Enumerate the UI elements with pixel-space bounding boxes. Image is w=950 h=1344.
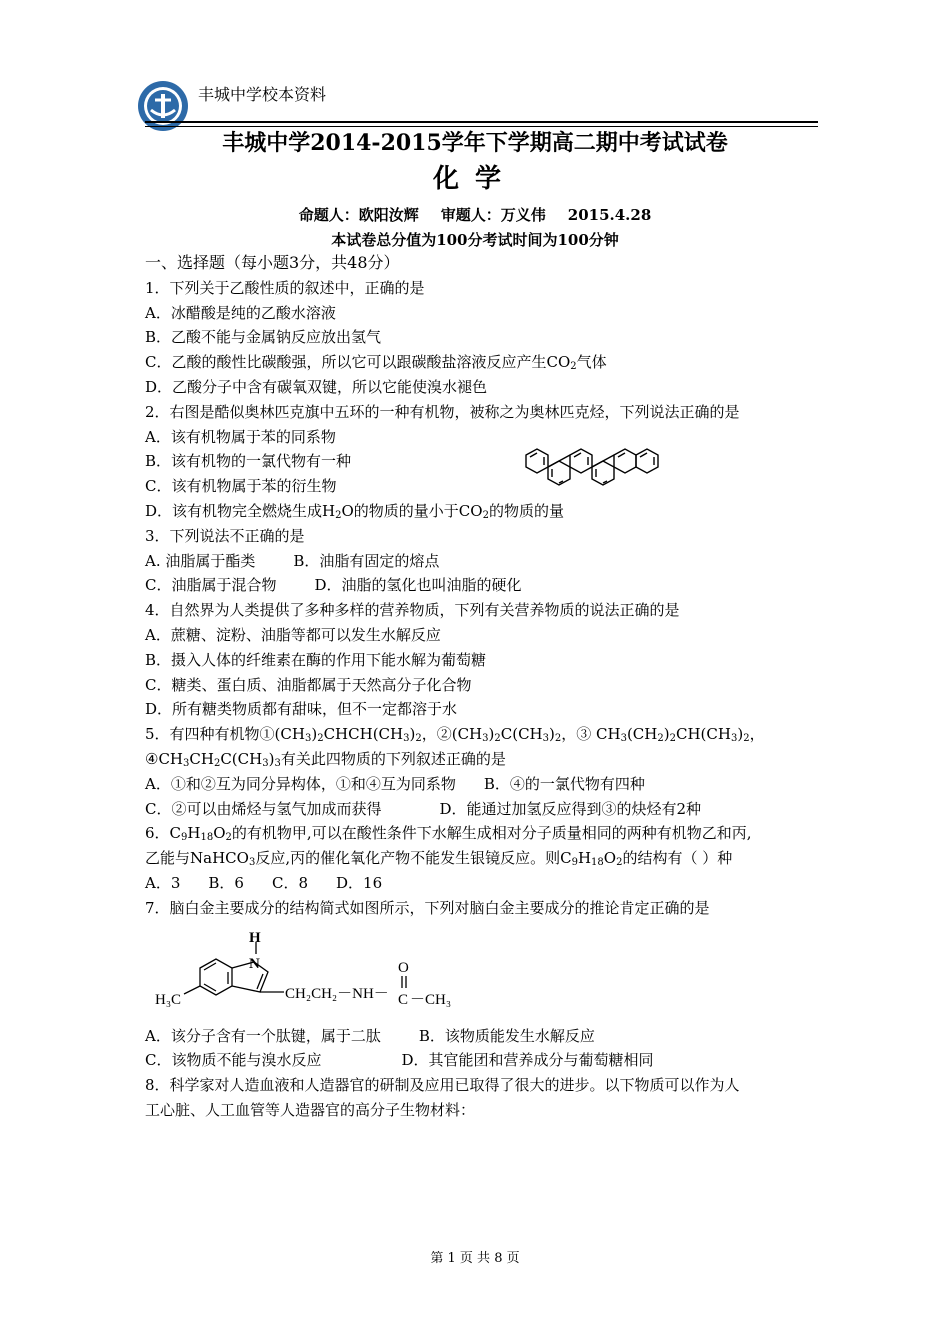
ring-1: [526, 449, 548, 473]
section-heading: 一、选择题（每小题3分，共48分）: [145, 253, 400, 272]
q6-stem: [145, 821, 815, 846]
q2-d-3: O的物质的量小于CO: [341, 501, 483, 520]
q8-stem-line2: 工心脏、人工血管等人造器官的高分子生物材料：: [145, 1100, 476, 1119]
struct-chain: CH₂CH₂－NH－: [285, 986, 389, 1002]
q6-option-c: C．8: [271, 873, 308, 892]
struct-h-top: H: [249, 930, 261, 946]
q5-option-b: B．④的一氯代物有四种: [483, 774, 645, 793]
q5-l2g: ): [268, 749, 275, 768]
q1-option-b: B．乙酸不能与金属钠反应放出氢气: [145, 328, 382, 347]
q2-d-5: 的物质的量: [488, 501, 564, 520]
q5-l2c: CH: [189, 749, 214, 768]
q3-option-a: A. 油脂属于酯类: [145, 551, 256, 570]
struct-h3c: H₃C: [155, 992, 182, 1008]
q6-s6: 2: [225, 832, 232, 844]
q5-t13: C(CH: [500, 725, 543, 744]
exam-date: 2015.4.28: [567, 206, 652, 224]
q6-s2: 9: [181, 832, 188, 844]
q1-option-c: [145, 350, 815, 375]
q2-stem: 2．右图是酷似奥林匹克旗中五环的一种有机物，被称之为奥林匹克烃，下列说法正确的是: [145, 402, 740, 421]
q5-t21: ): [663, 725, 670, 744]
q5-t17: ，③ CH: [561, 725, 621, 744]
q3-options-cd: [145, 573, 815, 598]
header-text: 丰城中学校本资料: [198, 85, 327, 104]
q5-t20: 2: [657, 733, 664, 745]
q4-option-a: A．蔗糖、淀粉、油脂等都可以发生水解反应: [145, 625, 441, 644]
q6-options: [145, 871, 815, 896]
q2-option-c: C．该有机物属于苯的衍生物: [145, 477, 337, 496]
subject-title: 化学: [432, 164, 517, 194]
q5-t8: 2: [415, 733, 422, 745]
q7-options-ab: [145, 1024, 815, 1049]
q2-option-d: [145, 499, 815, 524]
school-seal-logo: [137, 80, 189, 132]
q3-option-b: B．油脂有固定的熔点: [293, 551, 440, 570]
q1-c-tail: 气体: [576, 353, 607, 372]
q3-option-d: D．油脂的氢化也叫油脂的硬化: [314, 576, 522, 595]
q5-t23: CH(CH: [675, 725, 731, 744]
q7-options-cd: [145, 1048, 815, 1073]
q6-t1: 乙能与NaHCO: [145, 849, 249, 868]
q6-t2: 3: [248, 857, 256, 869]
q5-t14: 3: [542, 733, 550, 745]
q5-t7: ): [409, 725, 416, 744]
struct-n: N: [249, 956, 260, 972]
q5-t11: ): [488, 725, 495, 744]
q6-t7: O: [603, 849, 617, 868]
q6-s3: H: [187, 824, 201, 843]
q7-option-c: C．该物质不能与溴水反应: [145, 1051, 322, 1070]
q6-s4: 18: [200, 832, 214, 844]
q5-t15: ): [549, 725, 555, 744]
q7-option-d: D．其官能团和营养成分与葡萄糖相同: [401, 1051, 654, 1070]
q1-option-a: A．冰醋酸是纯的乙酸水溶液: [145, 303, 336, 322]
q6-t8: 2: [616, 857, 623, 869]
q5-t10: 3: [482, 733, 489, 745]
q5-t1: 5．有四种有机物①(CH: [145, 725, 305, 744]
page-footer: 第 1 页 共 8 页: [430, 1251, 520, 1266]
exam-note: 本试卷总分值为100分考试时间为100分钟: [331, 231, 619, 249]
setter-name: 欧阳汝辉: [358, 206, 419, 224]
q5-t9: ，②(CH: [421, 725, 483, 744]
q4-stem: 4．自然界为人类提供了多种多样的营养物质，下列有关营养物质的说法正确的是: [145, 601, 680, 620]
q5-t25: ): [737, 725, 744, 744]
q5-l2f: 3: [262, 757, 269, 769]
q6-stem-line2: [145, 846, 815, 871]
struct-ch3: －CH₃: [410, 992, 452, 1008]
q5-t19: (CH: [626, 725, 658, 744]
reviewer-label: 审题人：: [440, 206, 501, 224]
q6-t5: H: [577, 849, 592, 868]
olympicene-structure-figure: [518, 433, 694, 493]
q5-l2e: C(CH: [220, 749, 263, 768]
q2-d-4: 2: [482, 509, 489, 521]
benzene-ring: [200, 959, 232, 995]
q5-t4: 2: [317, 733, 324, 745]
q4-option-b: B．摄入人体的纤维素在酶的作用下能水解为葡萄糖: [145, 650, 487, 669]
q2-d-1: D．该有机物完全燃烧生成H: [145, 501, 336, 520]
q6-t3: 反应,丙的催化氧化产物不能发生银镜反应。则C: [255, 849, 572, 868]
q5-stem-line2: [145, 747, 815, 772]
q5-options-cd: [145, 797, 815, 822]
q5-stem: [145, 722, 815, 747]
q5-l2i: 有关此四物质的下列叙述正确的是: [280, 749, 506, 768]
q3-stem: 3．下列说法不正确的是: [145, 526, 305, 545]
struct-o: O: [398, 960, 409, 976]
q6-option-d: D．16: [336, 873, 383, 892]
q6-s7: 的有机物甲,可以在酸性条件下水解生成相对分子质量相同的两种有机物乙和丙,: [231, 824, 752, 843]
q5-options-ab: [145, 772, 815, 797]
q2-option-b: B．该有机物的一氯代物有一种: [145, 452, 352, 471]
q5-t2: 3: [304, 733, 312, 745]
q7-option-a: A．该分子含有一个肽键，属于二肽: [145, 1026, 381, 1045]
q5-l2h: 3: [274, 757, 281, 769]
reviewer-name: 万义伟: [500, 206, 546, 224]
q6-t6: 18: [591, 857, 604, 869]
q4-option-d: D．所有糖类物质都有甜味，但不一定都溶于水: [145, 700, 458, 719]
q4-option-c: C．糖类、蛋白质、油脂都属于天然高分子化合物: [145, 675, 472, 694]
q5-l2a: ④CH: [145, 749, 184, 768]
header-rule-thick: [145, 121, 818, 123]
q3-option-c: C．油脂属于混合物: [145, 576, 277, 595]
q5-option-c: C．②可以由烯烃与氢气加成而获得: [145, 799, 382, 818]
q5-t24: 3: [730, 733, 738, 745]
q3-options-ab: [145, 549, 815, 574]
q6-option-a: A．3: [145, 873, 181, 892]
ring-3: [570, 449, 592, 473]
exam-title: 丰城中学2014-2015学年下学期高二期中考试试卷: [222, 130, 728, 156]
q5-option-d: D．能通过加氢反应得到③的炔烃有2种: [439, 799, 702, 818]
q8-stem: 8．科学家对人造血液和人造器官的研制及应用已取得了很大的进步。以下物质可以作为人: [145, 1076, 740, 1095]
q7-option-b: B．该物质能发生水解反应: [418, 1026, 595, 1045]
q5-t26: 2: [743, 733, 750, 745]
q7-stem: 7．脑白金主要成分的结构简式如图所示，下列对脑白金主要成分的推论肯定正确的是: [145, 898, 710, 917]
setter-label: 命题人：: [298, 206, 359, 224]
q5-t5: CHCH(CH: [323, 725, 404, 744]
q1-stem: 1．下列关于乙酸性质的叙述中，正确的是: [145, 278, 425, 297]
exam-meta: [0, 204, 950, 225]
q2-option-a: A．该有机物属于苯的同系物: [145, 427, 336, 446]
q5-t18: 3: [620, 733, 627, 745]
q2-d-2: 2: [335, 509, 342, 521]
q5-t6: 3: [403, 733, 410, 745]
ring-6: [636, 449, 658, 473]
q5-t16: 2: [554, 733, 562, 745]
q6-option-b: B．6: [208, 873, 244, 892]
q5-t12: 2: [494, 733, 501, 745]
q1-c-text: C．乙酸的酸性比碳酸强，所以它可以跟碳酸盐溶液反应产生CO: [145, 353, 571, 372]
q1-option-d: D．乙酸分子中含有碳氧双键，所以它能使溴水褪色: [145, 377, 488, 396]
q6-t4: 9: [571, 857, 578, 869]
q5-option-a: A．①和②互为同分异构体，①和④互为同系物: [145, 774, 456, 793]
q5-l2b: 3: [183, 757, 190, 769]
q5-t22: 2: [669, 733, 676, 745]
q5-t3: ): [311, 725, 318, 744]
q5-t27: ，: [749, 725, 765, 744]
ring-5: [614, 449, 636, 473]
q6-s5: O: [213, 824, 226, 843]
q6-t9: 的结构有（ ）种: [622, 849, 733, 868]
q5-l2d: 2: [213, 757, 221, 769]
melatonin-structure-figure: [150, 928, 460, 1008]
q6-s1: 6．C: [145, 824, 182, 843]
q1-c-sub: 2: [570, 361, 577, 373]
struct-c: C: [398, 992, 409, 1008]
